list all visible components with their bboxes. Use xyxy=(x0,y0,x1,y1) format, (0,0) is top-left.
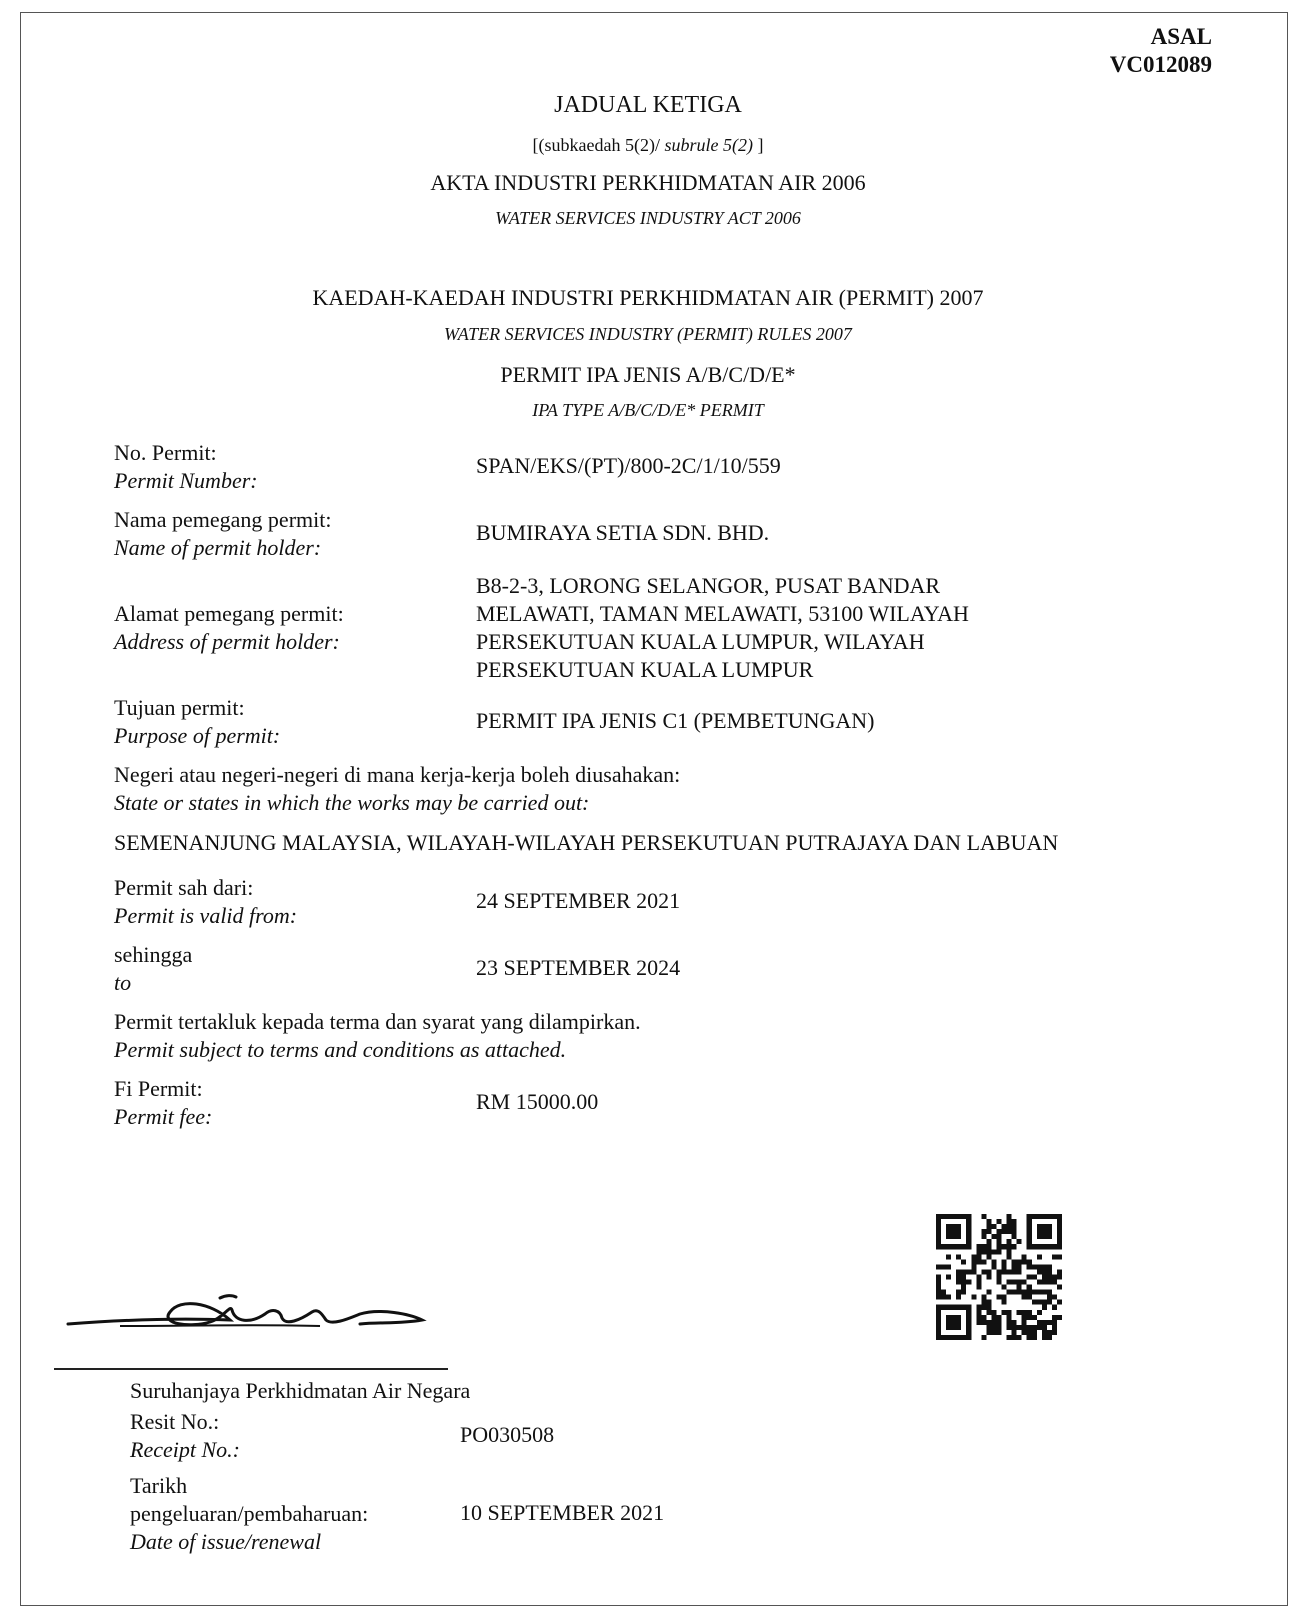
subrule-ref: [(subkaedah 5(2)/ subrule 5(2) ] xyxy=(532,135,764,155)
issue-date-label-ms-2: pengeluaran/pembaharuan: xyxy=(130,1501,369,1526)
address-label-ms: Alamat pemegang permit: xyxy=(114,601,344,626)
purpose-label xyxy=(114,694,280,750)
holder-name-label-ms: Nama pemegang permit: xyxy=(114,507,332,532)
states-label xyxy=(114,761,680,817)
valid-from-label-ms: Permit sah dari: xyxy=(114,875,254,900)
permit-no-label-ms: No. Permit: xyxy=(114,440,217,465)
valid-from-value: 24 SEPTEMBER 2021 xyxy=(476,888,681,913)
address-label xyxy=(114,600,344,656)
serial-number: VC012089 xyxy=(1109,52,1212,77)
states-value: SEMENANJUNG MALAYSIA, WILAYAH-WILAYAH PERSEKUTUAN PUTRAJAYA DAN LABUAN xyxy=(114,830,1059,855)
holder-name-label-en: Name of permit holder: xyxy=(114,535,322,560)
permit-type-ms: PERMIT IPA JENIS A/B/C/D/E* xyxy=(500,362,796,387)
valid-to-label xyxy=(114,941,192,997)
permit-no-label-en: Permit Number: xyxy=(114,468,258,493)
valid-from-label xyxy=(114,874,297,930)
valid-from-label-en: Permit is valid from: xyxy=(114,903,298,928)
purpose-value: PERMIT IPA JENIS C1 (PEMBETUNGAN) xyxy=(476,708,875,733)
states-label-ms: Negeri atau negeri-negeri di mana kerja-kerja boleh diusahakan: xyxy=(114,762,681,787)
address-line-2: MELAWATI, TAMAN MELAWATI, 53100 WILAYAH xyxy=(476,601,969,626)
receipt-label-ms: Resit No.: xyxy=(130,1409,220,1434)
address-value xyxy=(476,572,969,684)
valid-to-label-ms: sehingga xyxy=(114,942,193,967)
valid-to-label-en: to xyxy=(114,970,132,995)
holder-name-label xyxy=(114,506,331,562)
act-title-ms: AKTA INDUSTRI PERKHIDMATAN AIR 2006 xyxy=(430,170,866,195)
address-line-1: B8-2-3, LORONG SELANGOR, PUSAT BANDAR xyxy=(476,573,941,598)
receipt-label xyxy=(130,1408,240,1464)
issue-date-label xyxy=(130,1472,368,1556)
states-label-en: State or states in which the works may be carried out: xyxy=(114,790,590,815)
rules-title-en: WATER SERVICES INDUSTRY (PERMIT) RULES 2007 xyxy=(444,324,852,344)
address-label-en: Address of permit holder: xyxy=(114,629,340,654)
fee-label-en: Permit fee: xyxy=(114,1104,213,1129)
terms-text-en: Permit subject to terms and conditions as attached. xyxy=(114,1037,567,1062)
address-line-4: PERSEKUTUAN KUALA LUMPUR xyxy=(476,657,814,682)
fee-label-ms: Fi Permit: xyxy=(114,1076,203,1101)
holder-name-value: BUMIRAYA SETIA SDN. BHD. xyxy=(476,520,770,545)
purpose-label-ms: Tujuan permit: xyxy=(114,695,245,720)
issue-date-label-ms-1: Tarikh xyxy=(130,1473,188,1498)
permit-no-value: SPAN/EKS/(PT)/800-2C/1/10/559 xyxy=(476,453,781,478)
terms-text xyxy=(114,1008,641,1064)
fee-label xyxy=(114,1075,212,1131)
valid-to-value: 23 SEPTEMBER 2024 xyxy=(476,955,681,980)
permit-type-en: IPA TYPE A/B/C/D/E* PERMIT xyxy=(532,400,764,420)
signature-icon xyxy=(60,1262,450,1342)
copy-mark: ASAL xyxy=(1150,24,1212,49)
act-title-en: WATER SERVICES INDUSTRY ACT 2006 xyxy=(495,208,801,228)
signature-line xyxy=(54,1368,448,1370)
receipt-value: PO030508 xyxy=(460,1422,555,1447)
receipt-label-en: Receipt No.: xyxy=(130,1437,240,1462)
rules-title-ms: KAEDAH-KAEDAH INDUSTRI PERKHIDMATAN AIR (PERMIT) 2007 xyxy=(312,285,984,310)
qr-code-icon xyxy=(936,1214,1062,1340)
issue-date-label-en: Date of issue/renewal xyxy=(130,1529,322,1554)
terms-text-ms: Permit tertakluk kepada terma dan syarat yang dilampirkan. xyxy=(114,1009,641,1034)
authority-name: Suruhanjaya Perkhidmatan Air Negara xyxy=(130,1378,471,1403)
permit-no-label xyxy=(114,439,258,495)
address-line-3: PERSEKUTUAN KUALA LUMPUR, WILAYAH xyxy=(476,629,925,654)
schedule-title: JADUAL KETIGA xyxy=(554,92,742,118)
purpose-label-en: Purpose of permit: xyxy=(114,723,281,748)
issue-date-value: 10 SEPTEMBER 2021 xyxy=(460,1500,665,1525)
fee-value: RM 15000.00 xyxy=(476,1089,599,1114)
